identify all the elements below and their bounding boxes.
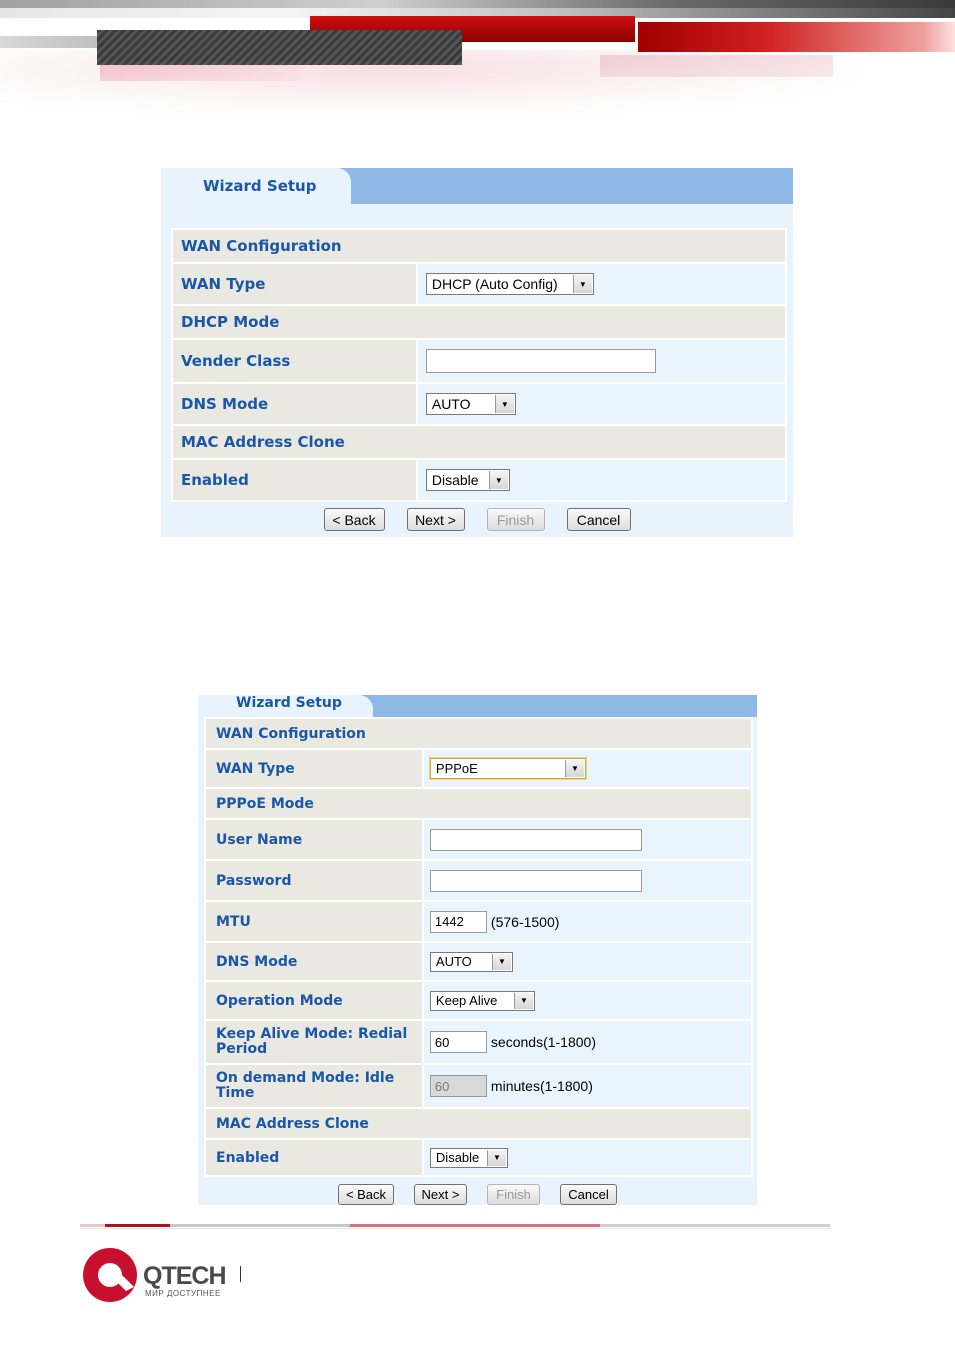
operation-mode-value: Keep Alive [435, 993, 498, 1008]
footer-divider-thin [80, 1228, 830, 1229]
section-mac-address-clone: MAC Address Clone [205, 1108, 752, 1139]
chevron-down-icon: ▼ [514, 993, 533, 1009]
wizard-setup-pppoe [198, 695, 757, 1205]
mtu-input[interactable]: 1442 [430, 911, 487, 933]
user-name-input[interactable] [430, 829, 642, 851]
vender-class-cell [417, 339, 786, 383]
back-button[interactable]: < Back [324, 508, 385, 531]
mtu-range-note: (576-1500) [490, 913, 560, 930]
enabled-label: Enabled [205, 1139, 423, 1176]
on-demand-label: On demand Mode: Idle Time [205, 1064, 423, 1108]
section-pppoe-mode: PPPoE Mode [205, 788, 752, 819]
operation-mode-label: Operation Mode [205, 981, 423, 1020]
enabled-value: Disable [435, 1150, 480, 1165]
dns-mode-select[interactable] [430, 952, 513, 972]
wan-type-label: WAN Type [172, 263, 417, 305]
operation-mode-select[interactable] [430, 991, 535, 1011]
dns-mode-label: DNS Mode [172, 383, 417, 425]
operation-mode-cell [423, 981, 752, 1020]
decorative-header [0, 0, 955, 150]
password-label: Password [205, 860, 423, 901]
dns-mode-cell [423, 942, 752, 981]
chevron-down-icon: ▼ [492, 954, 511, 970]
chevron-down-icon: ▼ [565, 760, 584, 777]
on-demand-cell [423, 1064, 752, 1108]
brand-slogan: МИР ДОСТУПНЕЕ [145, 1289, 221, 1298]
finish-button[interactable]: Finish [487, 1184, 540, 1205]
chevron-down-icon: ▼ [489, 471, 508, 489]
cancel-button[interactable]: Cancel [560, 1184, 617, 1205]
chevron-down-icon: ▼ [487, 1150, 506, 1166]
back-button[interactable]: < Back [338, 1184, 394, 1205]
finish-button[interactable]: Finish [487, 508, 545, 531]
next-button[interactable]: Next > [414, 1184, 467, 1205]
header-fade [0, 0, 955, 150]
password-input[interactable] [430, 870, 642, 892]
mtu-label: MTU [205, 901, 423, 942]
cancel-button[interactable]: Cancel [567, 508, 631, 531]
chevron-down-icon: ▼ [573, 275, 592, 293]
wan-type-value: PPPoE [435, 761, 478, 776]
vender-class-label: Vender Class [172, 339, 417, 383]
wan-type-cell [423, 749, 752, 788]
wizard-buttons [161, 508, 793, 531]
wan-type-label: WAN Type [205, 749, 423, 788]
dns-mode-value: AUTO [431, 396, 471, 412]
tab-wizard-setup[interactable]: Wizard Setup [198, 695, 373, 717]
qtech-logo-icon [82, 1247, 140, 1305]
user-name-label: User Name [205, 819, 423, 860]
section-dhcp-mode: DHCP Mode [172, 305, 786, 339]
wizard-buttons [198, 1184, 757, 1205]
enabled-cell [423, 1139, 752, 1176]
enabled-select[interactable] [430, 1148, 508, 1168]
brand-name: QTECH [143, 1262, 226, 1290]
wan-type-select[interactable] [430, 758, 586, 779]
section-wan-configuration: WAN Configuration [205, 718, 752, 749]
wan-config-table [204, 717, 753, 1177]
dns-mode-cell [417, 383, 786, 425]
wan-config-table [171, 228, 787, 502]
keep-alive-label: Keep Alive Mode: Redial Period [205, 1020, 423, 1064]
footer-divider [80, 1224, 830, 1227]
enabled-value: Disable [431, 472, 479, 488]
enabled-select[interactable] [426, 469, 510, 491]
next-button[interactable]: Next > [407, 508, 465, 531]
section-wan-configuration: WAN Configuration [172, 229, 786, 263]
chevron-down-icon: ▼ [495, 395, 514, 413]
keep-alive-range-note: seconds(1-1800) [490, 1034, 596, 1050]
on-demand-range-note: minutes(1-1800) [490, 1078, 593, 1094]
enabled-cell [417, 459, 786, 501]
footer-separator [240, 1266, 241, 1282]
on-demand-input[interactable]: 60 [430, 1075, 487, 1097]
keep-alive-input[interactable]: 60 [430, 1031, 487, 1053]
enabled-label: Enabled [172, 459, 417, 501]
dns-mode-select[interactable] [426, 393, 516, 415]
tab-wizard-setup[interactable]: Wizard Setup [161, 168, 351, 204]
dns-mode-value: AUTO [435, 954, 472, 969]
wizard-setup-dhcp [161, 168, 793, 537]
wan-type-select[interactable] [426, 273, 594, 295]
mtu-cell [423, 901, 752, 942]
vender-class-input[interactable] [426, 349, 656, 373]
keep-alive-cell [423, 1020, 752, 1064]
user-name-cell [423, 819, 752, 860]
section-mac-address-clone: MAC Address Clone [172, 425, 786, 459]
password-cell [423, 860, 752, 901]
wan-type-cell [417, 263, 786, 305]
wan-type-value: DHCP (Auto Config) [431, 276, 558, 292]
dns-mode-label: DNS Mode [205, 942, 423, 981]
